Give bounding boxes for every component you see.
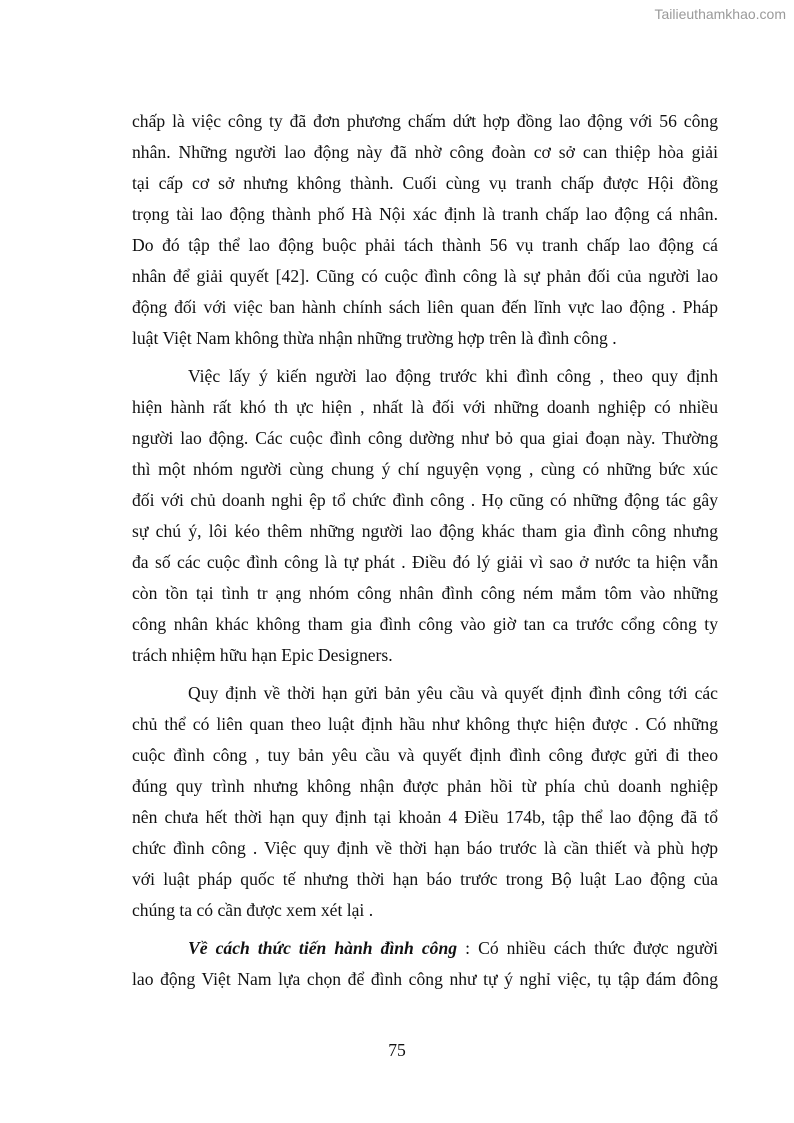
text-line: động đối với việc ban hành chính sách liên quan đến lĩnh vực lao động . Pháp <box>132 297 718 317</box>
text-line: đối với chủ doanh nghi ệp tổ chức đình công . Họ cũng có những động tác gây <box>132 490 718 510</box>
text-line: còn tồn tại tình tr ạng nhóm công nhân đình công ném mắm tôm vào những <box>132 583 718 603</box>
text-line: người lao động. Các cuộc đình công dường như bỏ qua giai đoạn này. Thường <box>132 428 718 448</box>
text-line: chấp là việc công ty đã đơn phương chấm dứt hợp đồng lao động với 56 công <box>132 111 718 131</box>
text-line: tại cấp cơ sở nhưng không thành. Cuối cùng vụ tranh chấp được Hội đồng <box>132 173 718 193</box>
text-line: trách nhiệm hữu hạn Epic Designers. <box>132 645 393 665</box>
paragraph-lead-heading: Về cách thức tiến hành đình công <box>188 938 458 958</box>
text-line: với luật pháp quốc tế nhưng thời hạn báo trước trong Bộ luật Lao động của <box>132 869 718 889</box>
text-line: chức đình công . Việc quy định về thời hạn báo trước là cần thiết và phù hợp <box>132 838 718 858</box>
text-line: đa số các cuộc đình công là tự phát . Điều đó lý giải vì sao ở nước ta hiện vẫn <box>132 552 718 572</box>
text-line: trọng tài lao động thành phố Hà Nội xác định là tranh chấp lao động cá nhân. <box>132 204 718 224</box>
text-line: lao động Việt Nam lựa chọn để đình công như tự ý nghỉ việc, tụ tập đám đông <box>132 969 718 989</box>
text-line <box>132 933 718 964</box>
text-line: chúng ta có cần được xem xét lại . <box>132 900 374 920</box>
text-line: đúng quy trình nhưng không nhận được phản hồi từ phía chủ doanh nghiệp <box>132 776 718 796</box>
text-line: thì một nhóm người cùng chung ý chí nguyện vọng , cùng có những bức xúc <box>132 459 718 479</box>
text-line: Quy định về thời hạn gửi bản yêu cầu và quyết định đình công tới các <box>188 683 718 703</box>
paragraph <box>132 361 718 671</box>
text-line: luật Việt Nam không thừa nhận những trường hợp trên là đình công . <box>132 328 617 348</box>
text-line: công nhân khác không tham gia đình công vào giờ tan ca trước cổng công ty <box>132 614 718 634</box>
paragraph <box>132 106 718 354</box>
paragraph <box>132 678 718 926</box>
text-line: chủ thể có liên quan theo luật định hầu như không thực hiện được . Có những <box>132 714 718 734</box>
text-line: nhân. Những người lao động này đã nhờ công đoàn cơ sở can thiệp hòa giải <box>132 142 718 162</box>
text-line: Do đó tập thể lao động buộc phải tách thành 56 vụ tranh chấp lao động cá <box>132 235 718 255</box>
paragraph <box>132 933 718 995</box>
text-line: cuộc đình công , tuy bản yêu cầu và quyết định đình công được gửi đi theo <box>132 745 718 765</box>
text-line: Việc lấy ý kiến người lao động trước khi đình công , theo quy định <box>188 366 718 386</box>
text-line: nhân để giải quyết [42]. Cũng có cuộc đình công là sự phản đối của người lao <box>132 266 718 286</box>
text-line: nên chưa hết thời hạn quy định tại khoản 4 Điều 174b, tập thể lao động đã tổ <box>132 807 718 827</box>
text-line-rest: : Có nhiều cách thức được người <box>457 938 718 958</box>
text-line: sự chú ý, lôi kéo thêm những người lao động khác tham gia đình công nhưng <box>132 521 718 541</box>
watermark-text: Tailieuthamkhao.com <box>654 6 786 22</box>
document-body <box>132 106 718 995</box>
text-line: hiện hành rất khó th ực hiện , nhất là đối với những doanh nghiệp có nhiều <box>132 397 718 417</box>
page-number: 75 <box>388 1040 406 1060</box>
